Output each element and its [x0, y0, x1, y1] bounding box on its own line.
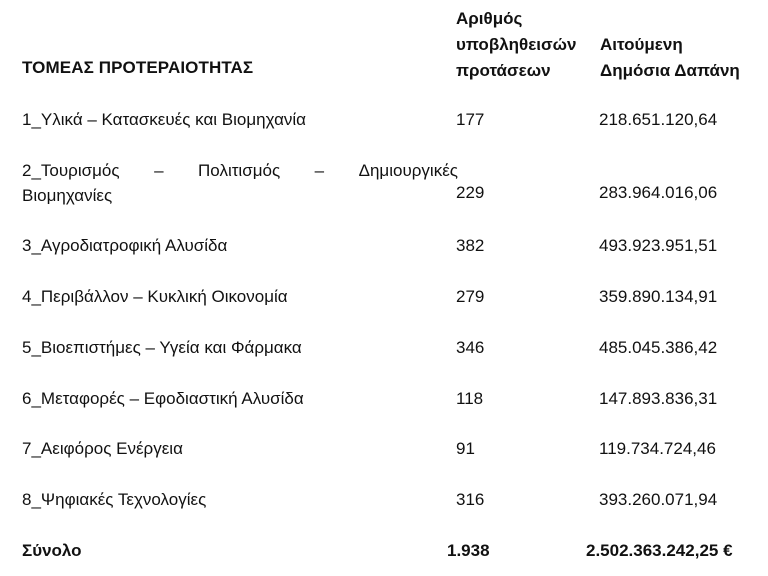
header-cost-line: Αιτούμενη	[600, 35, 683, 54]
header-sector: ΤΟΜΕΑΣ ΠΡΟΤΕΡΑΙΟΤΗΤΑΣ	[22, 58, 254, 77]
table-row	[0, 439, 768, 469]
row-sector-word: 2_Τουρισμός	[22, 161, 120, 180]
header-cost-line: Δημόσια Δαπάνη	[600, 61, 740, 80]
header-count-line: προτάσεων	[456, 61, 551, 80]
row-cost: 119.734.724,46	[599, 439, 716, 458]
row-sector: 3_Αγροδιατροφική Αλυσίδα	[22, 236, 228, 255]
row-cost: 147.893.836,31	[599, 389, 718, 408]
total-cost: 2.502.363.242,25 €	[586, 541, 733, 560]
row-sector: 8_Ψηφιακές Τεχνολογίες	[22, 490, 207, 509]
row-count: 118	[456, 389, 484, 408]
row-count: 229	[456, 183, 485, 202]
row-count: 91	[456, 439, 475, 458]
row-sector-line1	[22, 158, 458, 183]
row-sector-word: Πολιτισμός	[198, 161, 281, 180]
total-label: Σύνολο	[22, 541, 82, 560]
row-cost: 493.923.951,51	[599, 236, 718, 255]
header-count-line: υποβληθεισών	[456, 35, 577, 54]
row-sector-line2: Βιομηχανίες	[22, 186, 113, 205]
row-sector-word: –	[314, 161, 325, 180]
row-cost: 393.260.071,94	[599, 490, 718, 509]
header-count	[456, 6, 576, 84]
row-sector: 5_Βιοεπιστήμες – Υγεία και Φάρμακα	[22, 338, 302, 357]
table-row	[0, 287, 768, 317]
row-sector: 7_Αειφόρος Ενέργεια	[22, 439, 183, 458]
row-sector-word: Δημιουργικές	[358, 161, 458, 180]
row-cost: 485.045.386,42	[599, 338, 718, 357]
table-header	[0, 0, 768, 90]
row-sector: 1_Υλικά – Κατασκευές και Βιομηχανία	[22, 110, 307, 129]
table-row	[0, 236, 768, 266]
row-sector-word: –	[154, 161, 164, 180]
header-count-line: Αριθμός	[456, 9, 523, 28]
table-row	[0, 389, 768, 419]
table-row	[0, 110, 768, 140]
total-row	[0, 541, 768, 571]
row-count: 346	[456, 338, 485, 357]
header-cost	[600, 32, 740, 84]
row-cost: 359.890.134,91	[599, 287, 718, 306]
row-count: 382	[456, 236, 485, 255]
total-count: 1.938	[447, 541, 490, 560]
row-count: 177	[456, 110, 485, 129]
row-count: 279	[456, 287, 485, 306]
row-count: 316	[456, 490, 485, 509]
row-cost: 283.964.016,06	[599, 183, 718, 202]
table-row	[0, 338, 768, 368]
row-cost: 218.651.120,64	[599, 110, 718, 129]
row-sector: 4_Περιβάλλον – Κυκλική Οικονομία	[22, 287, 288, 306]
table-row	[0, 490, 768, 520]
table-row	[0, 158, 768, 214]
row-sector	[22, 158, 458, 208]
row-sector: 6_Μεταφορές – Εφοδιαστική Αλυσίδα	[22, 389, 304, 408]
